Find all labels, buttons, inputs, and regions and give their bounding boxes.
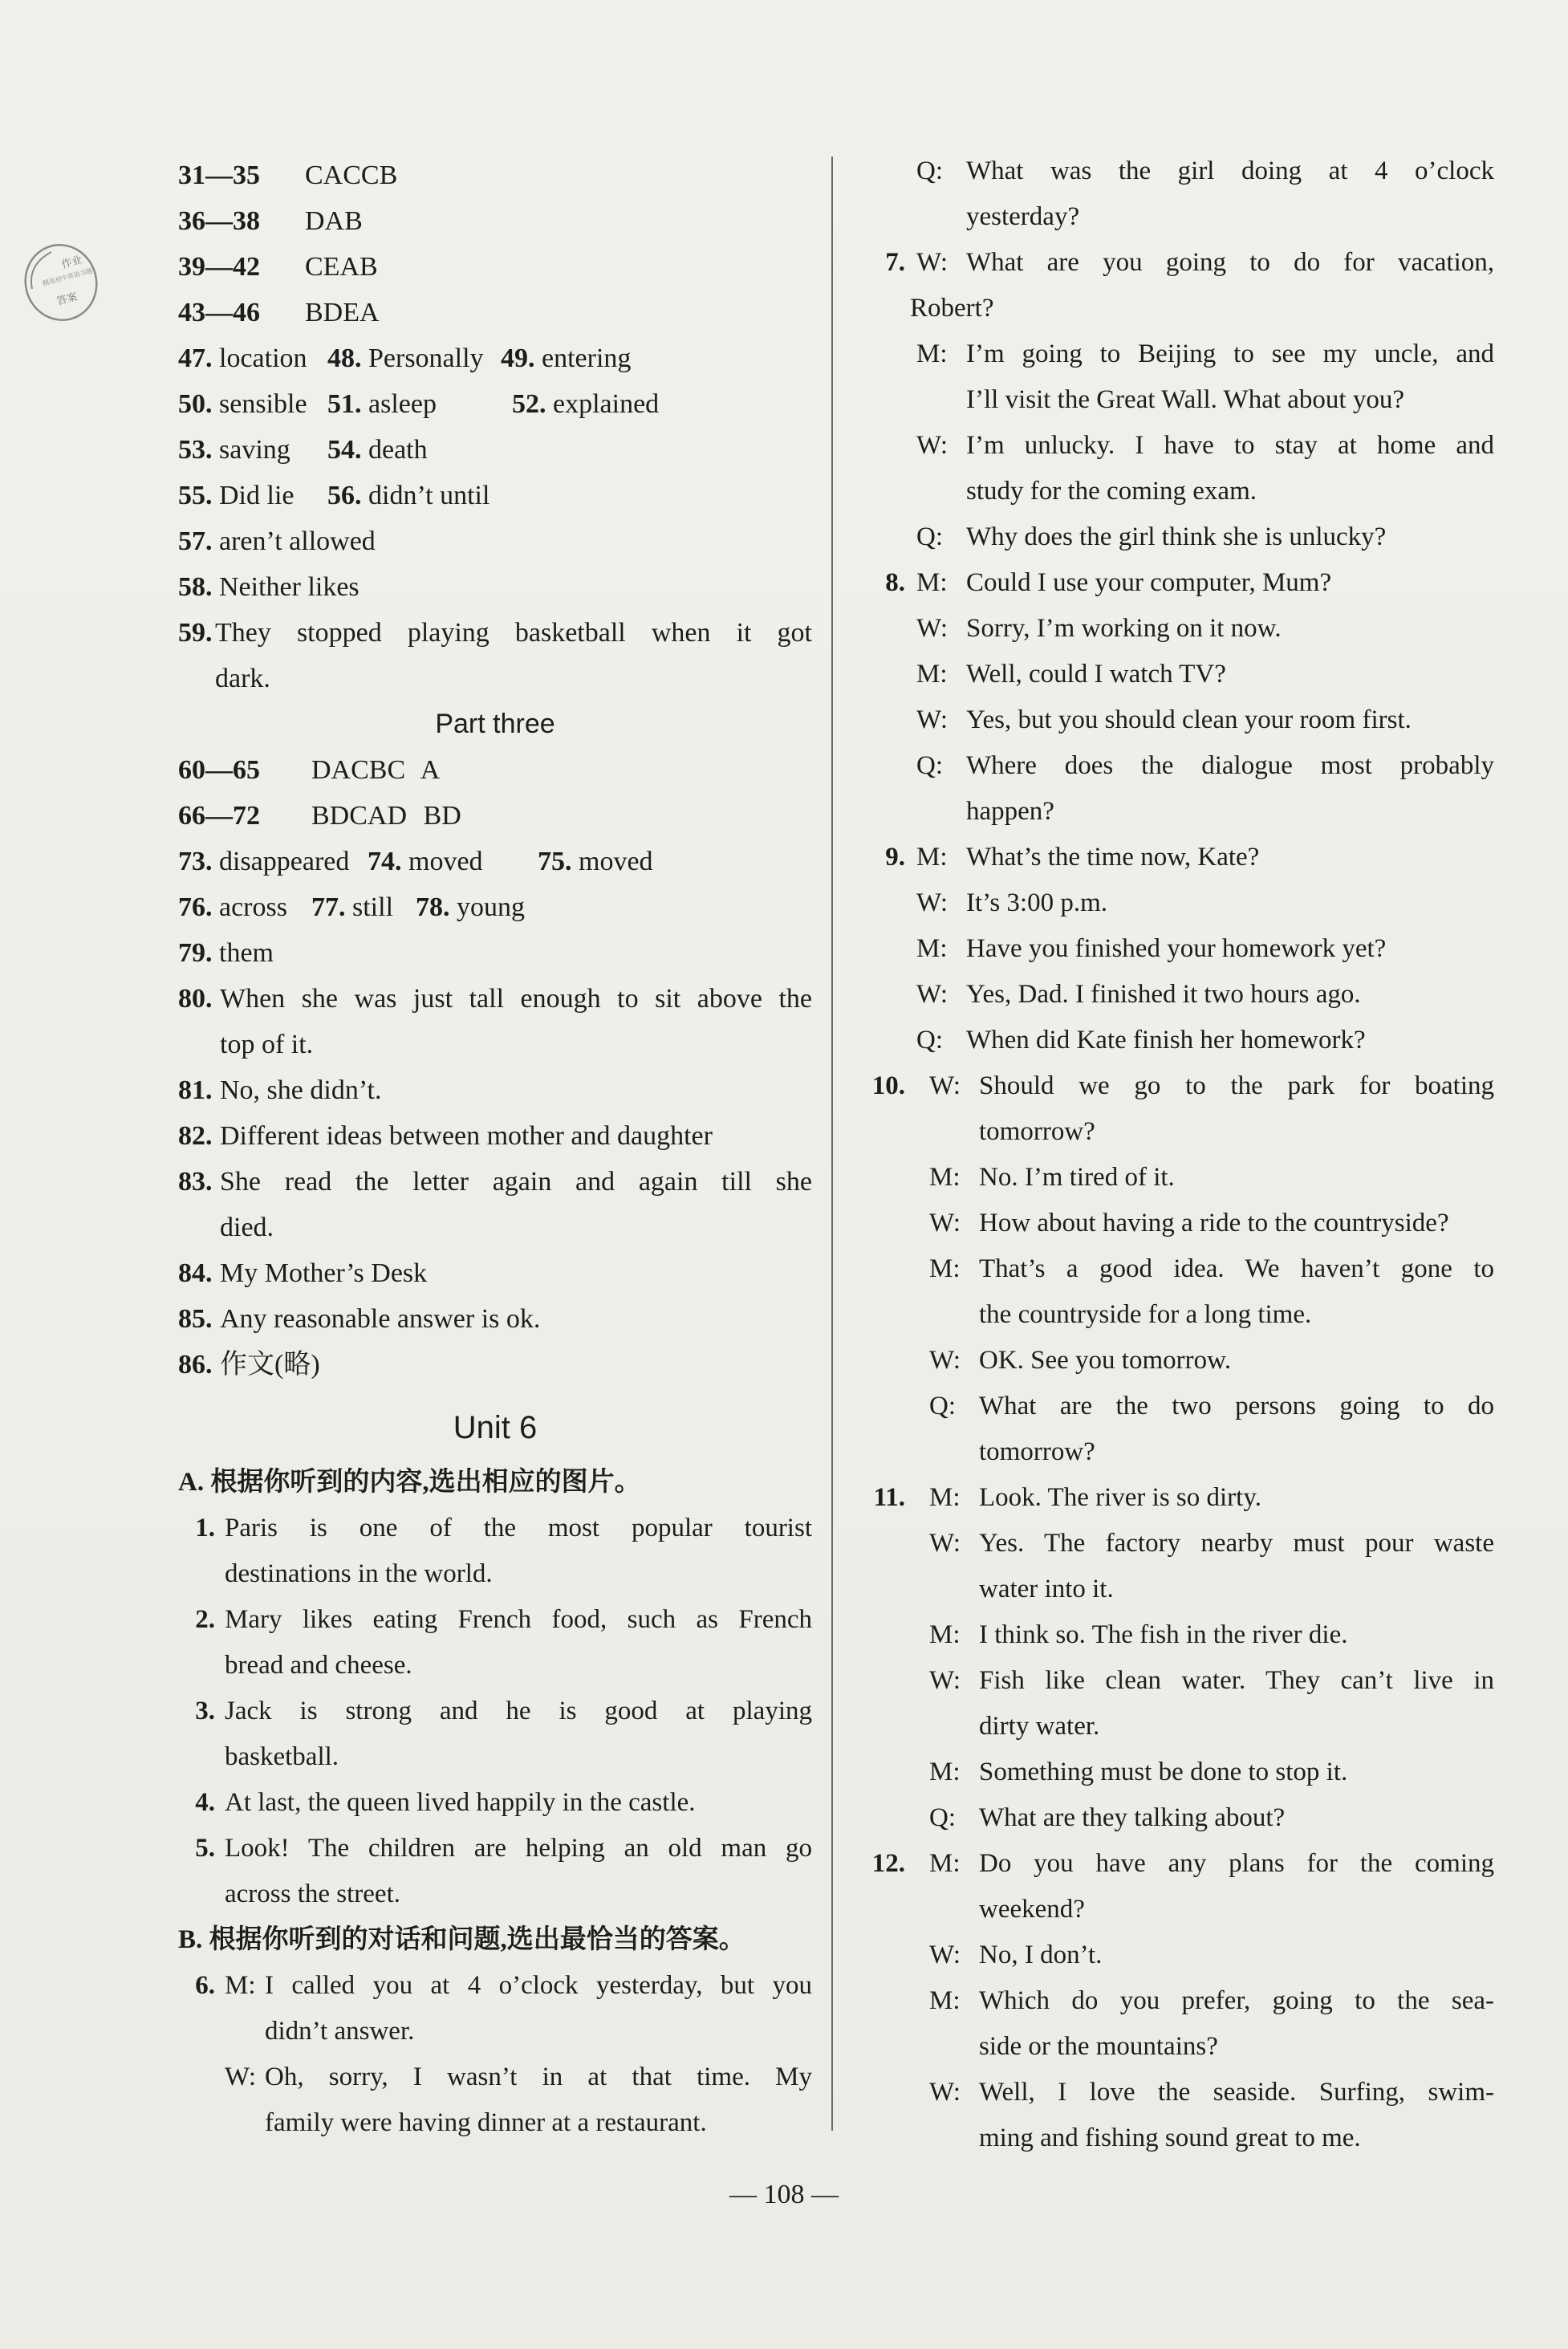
speaker-label: Q:	[929, 1392, 956, 1420]
speaker-label: W:	[929, 2078, 961, 2107]
dialogue-text: Which do you prefer, going to the sea-	[979, 1986, 1494, 2015]
dialogue-text-continued: happen?	[966, 797, 1054, 826]
dialogue-line	[916, 835, 1494, 880]
dialogue-text: Yes, Dad. I finished it two hours ago.	[966, 980, 1361, 1009]
answer-row: 73. disappeared 74. moved 75. moved	[178, 847, 653, 876]
dialogue-text: What’s the time now, Kate?	[966, 843, 1260, 872]
dialogue-11	[860, 1475, 1494, 1841]
dialogue-text: I’m unlucky. I have to stay at home and	[966, 431, 1494, 460]
dialogue-text: I think so. The fish in the river die.	[979, 1620, 1348, 1649]
dialogue-line	[929, 1338, 1494, 1384]
speaker-label: M:	[916, 339, 948, 368]
dialogue-text: OK. See you tomorrow.	[979, 1346, 1232, 1375]
dialogue-text: Sorry, I’m working on it now.	[966, 614, 1282, 643]
left-column	[178, 152, 812, 2146]
dialogue-line	[929, 1658, 1494, 1704]
dialogue-line	[916, 1018, 1494, 1063]
answer-row: 55. Did lie 56. didn’t until	[178, 481, 490, 510]
answer-row: 50. sensible 51. asleep 52. explained	[178, 389, 660, 419]
stamp-logo-icon	[19, 241, 101, 324]
speaker-label: M:	[929, 1849, 961, 1878]
speaker-label: W:	[929, 1941, 961, 1969]
answer-range-row: 31—35 CACCB	[178, 161, 398, 190]
dialogue-9	[860, 835, 1494, 1063]
dialogue-7	[860, 240, 1494, 560]
dialogue-line	[916, 331, 1494, 377]
dialogue-text-continued: water into it.	[979, 1575, 1114, 1603]
dialogue-number: 9.	[885, 843, 905, 872]
listening-item-1: 1. Paris is one of the most popular tourist destinations in the world.	[195, 1514, 812, 1588]
dialogue-line	[929, 2070, 1494, 2115]
dialogue-text: Something must be done to stop it.	[979, 1758, 1348, 1786]
dialogue-text: No, I don’t.	[979, 1941, 1103, 1969]
speaker-label: Q:	[916, 522, 943, 551]
dialogue-text-continued: side or the mountains?	[979, 2032, 1218, 2061]
dialogue-text: It’s 3:00 p.m.	[966, 888, 1108, 917]
answer-range-row: 36—38 DAB	[178, 206, 363, 236]
answer-row: 57. aren’t allowed	[178, 526, 376, 556]
dialogue-text: That’s a good idea. We haven’t gone to	[979, 1254, 1494, 1283]
dialogue-text-continued: I’ll visit the Great Wall. What about you?	[966, 385, 1404, 414]
dialogue-8	[860, 560, 1494, 835]
dialogue-line	[916, 880, 1494, 926]
speaker-label: M:	[929, 1986, 961, 2015]
speaker-label: W:	[929, 1346, 961, 1375]
speaker-label: Q:	[916, 1026, 943, 1055]
speaker-label: M:	[929, 1254, 961, 1283]
dialogue-text-continued: tomorrow?	[979, 1117, 1095, 1146]
speaker-label: W:	[916, 614, 949, 643]
answer-range-row: 43—46 BDEA	[178, 298, 380, 327]
dialogue-12	[860, 1841, 1494, 2161]
listening-item-5: 5. Look! The children are helping an old man go across the street.	[195, 1834, 812, 1908]
dialogue-line	[916, 697, 1494, 743]
dialogue-line	[916, 514, 1494, 560]
speaker-label: M:	[929, 1163, 961, 1192]
answer-row: 58. Neither likes	[178, 572, 360, 602]
dialogue-number: 8.	[885, 568, 905, 597]
dialogue-text: Have you finished your homework yet?	[966, 934, 1387, 963]
speaker-label: W:	[916, 431, 949, 460]
svg-text:精选初中英语习题: 精选初中英语习题	[42, 266, 94, 287]
dialogue-line	[916, 560, 1494, 606]
dialogue-line	[916, 606, 1494, 652]
speaker-label: M:	[916, 934, 948, 963]
speaker-label: W:	[929, 1529, 961, 1558]
dialogue-6-question: Q: What was the girl doing at 4 o’clock yesterday?	[916, 156, 1494, 231]
dialogue-line	[929, 1521, 1494, 1567]
dialogue-line	[929, 1795, 1494, 1841]
dialogue-line	[929, 1932, 1494, 1978]
listening-item-2: 2. Mary likes eating French food, such as French bread and cheese.	[195, 1605, 812, 1680]
dialogue-line	[916, 926, 1494, 972]
speaker-label: M:	[929, 1483, 961, 1512]
dialogue-line	[929, 1978, 1494, 2024]
dialogue-text: Look. The river is so dirty.	[979, 1483, 1261, 1512]
dialogue-line	[929, 1475, 1494, 1521]
answer-81: 81. No, she didn’t.	[178, 1075, 382, 1105]
dialogue-text: Fish like clean water. They can’t live in	[979, 1666, 1494, 1695]
page-number: — 108 —	[729, 2180, 839, 2209]
answer-row: 76. across 77. still 78. young	[178, 892, 525, 922]
dialogue-text: I’m going to Beijing to see my uncle, and	[966, 339, 1494, 368]
answer-86: 86. 作文(略)	[178, 1350, 320, 1380]
speaker-label: W:	[929, 1209, 961, 1237]
dialogue-10	[860, 1063, 1494, 1475]
speaker-label: Q:	[916, 751, 943, 780]
answer-range-row: 39—42 CEAB	[178, 252, 378, 282]
dialogue-number: 10.	[871, 1071, 905, 1100]
dialogue-number: 12.	[871, 1849, 905, 1878]
right-column	[860, 148, 1494, 2161]
answer-59: 59. They stopped playing basketball when it got dark.	[178, 618, 812, 693]
speaker-label: W:	[929, 1666, 961, 1695]
dialogue-text: Well, I love the seaside. Surfing, swim-	[979, 2078, 1494, 2107]
dialogue-text: What are they talking about?	[979, 1803, 1286, 1832]
dialogue-text-continued: ming and fishing sound great to me.	[979, 2123, 1361, 2152]
section-b-heading: B. 根据你听到的对话和问题,选出最恰当的答案。	[178, 1925, 745, 1954]
dialogue-line	[929, 1841, 1494, 1887]
dialogue-line	[929, 1246, 1494, 1292]
svg-text:作业: 作业	[60, 254, 84, 271]
answer-85: 85. Any reasonable answer is ok.	[178, 1304, 541, 1334]
dialogue-line	[916, 972, 1494, 1018]
answer-82: 82. Different ideas between mother and daughter	[178, 1121, 713, 1151]
speaker-label: M:	[929, 1758, 961, 1786]
dialogue-text-continued: Robert?	[910, 294, 994, 323]
speaker-label: W:	[916, 980, 949, 1009]
dialogue-text: Do you have any plans for the coming	[979, 1849, 1494, 1878]
answer-row: 79. them	[178, 938, 274, 968]
answer-84: 84. My Mother’s Desk	[178, 1258, 428, 1288]
speaker-label: W:	[916, 248, 949, 277]
dialogue-text: Why does the girl think she is unlucky?	[966, 522, 1387, 551]
speaker-label: M:	[916, 568, 948, 597]
answer-row: 53. saving 54. death	[178, 435, 428, 465]
dialogue-text-continued: tomorrow?	[979, 1437, 1095, 1466]
dialogue-line	[929, 1201, 1494, 1246]
part-three-heading: Part three	[435, 709, 555, 739]
dialogue-line	[929, 1063, 1494, 1109]
speaker-label: M:	[929, 1620, 961, 1649]
dialogue-text-continued: dirty water.	[979, 1712, 1100, 1741]
svg-text:答案: 答案	[55, 291, 79, 308]
dialogue-number: 7.	[885, 248, 905, 277]
dialogue-text: Well, could I watch TV?	[966, 660, 1226, 689]
dialogue-6: 6. M: I called you at 4 o’clock yesterday, but you didn’t answer. W: Oh, sorry, I wasn’t in at that time. My family were having dinner at a restaurant.	[195, 1971, 812, 2137]
dialogue-text: Yes, but you should clean your room first.	[966, 705, 1412, 734]
dialogue-line	[916, 652, 1494, 697]
right-dialogue-list	[860, 240, 1494, 2161]
section-a-heading: A. 根据你听到的内容,选出相应的图片。	[178, 1468, 641, 1497]
listening-item-4: 4. At last, the queen lived happily in the castle.	[195, 1788, 696, 1817]
answer-range-row: 66—72 BDCAD BD	[178, 801, 461, 831]
speaker-label: W:	[929, 1071, 961, 1100]
dialogue-text: What are you going to do for vacation,	[966, 248, 1494, 277]
dialogue-text: Could I use your computer, Mum?	[966, 568, 1332, 597]
dialogue-text: No. I’m tired of it.	[979, 1163, 1175, 1192]
dialogue-line	[916, 240, 1494, 286]
dialogue-line	[916, 743, 1494, 789]
answer-row: 47. location 48. Personally 49. entering	[178, 343, 632, 373]
dialogue-line	[929, 1384, 1494, 1429]
speaker-label: W:	[916, 888, 949, 917]
unit-title: Unit 6	[453, 1410, 538, 1445]
dialogue-text: Yes. The factory nearby must pour waste	[979, 1529, 1494, 1558]
dialogue-number: 11.	[873, 1483, 905, 1512]
answer-80: 80. When she was just tall enough to sit above the top of it.	[178, 984, 812, 1059]
speaker-label: Q:	[929, 1803, 956, 1832]
dialogue-line	[929, 1750, 1494, 1795]
answer-range-row: 60—65 DACBC A	[178, 755, 441, 785]
column-divider	[831, 156, 833, 2131]
dialogue-text: Where does the dialogue most probably	[966, 751, 1494, 780]
dialogue-text-continued: weekend?	[979, 1895, 1085, 1924]
dialogue-line	[929, 1155, 1494, 1201]
speaker-label: W:	[916, 705, 949, 734]
dialogue-text: Should we go to the park for boating	[979, 1071, 1494, 1100]
dialogue-text-continued: the countryside for a long time.	[979, 1300, 1312, 1329]
speaker-label: M:	[916, 660, 948, 689]
dialogue-line	[916, 423, 1494, 469]
dialogue-text-continued: study for the coming exam.	[966, 477, 1257, 506]
dialogue-line	[929, 1612, 1494, 1658]
speaker-label: M:	[916, 843, 948, 872]
dialogue-text: How about having a ride to the countryside?	[979, 1209, 1449, 1237]
dialogue-text: What are the two persons going to do	[979, 1392, 1494, 1420]
answer-83: 83. She read the letter again and again till she died.	[178, 1167, 812, 1242]
dialogue-text: When did Kate finish her homework?	[966, 1026, 1366, 1055]
listening-item-3: 3. Jack is strong and he is good at playing basketball.	[195, 1697, 812, 1771]
